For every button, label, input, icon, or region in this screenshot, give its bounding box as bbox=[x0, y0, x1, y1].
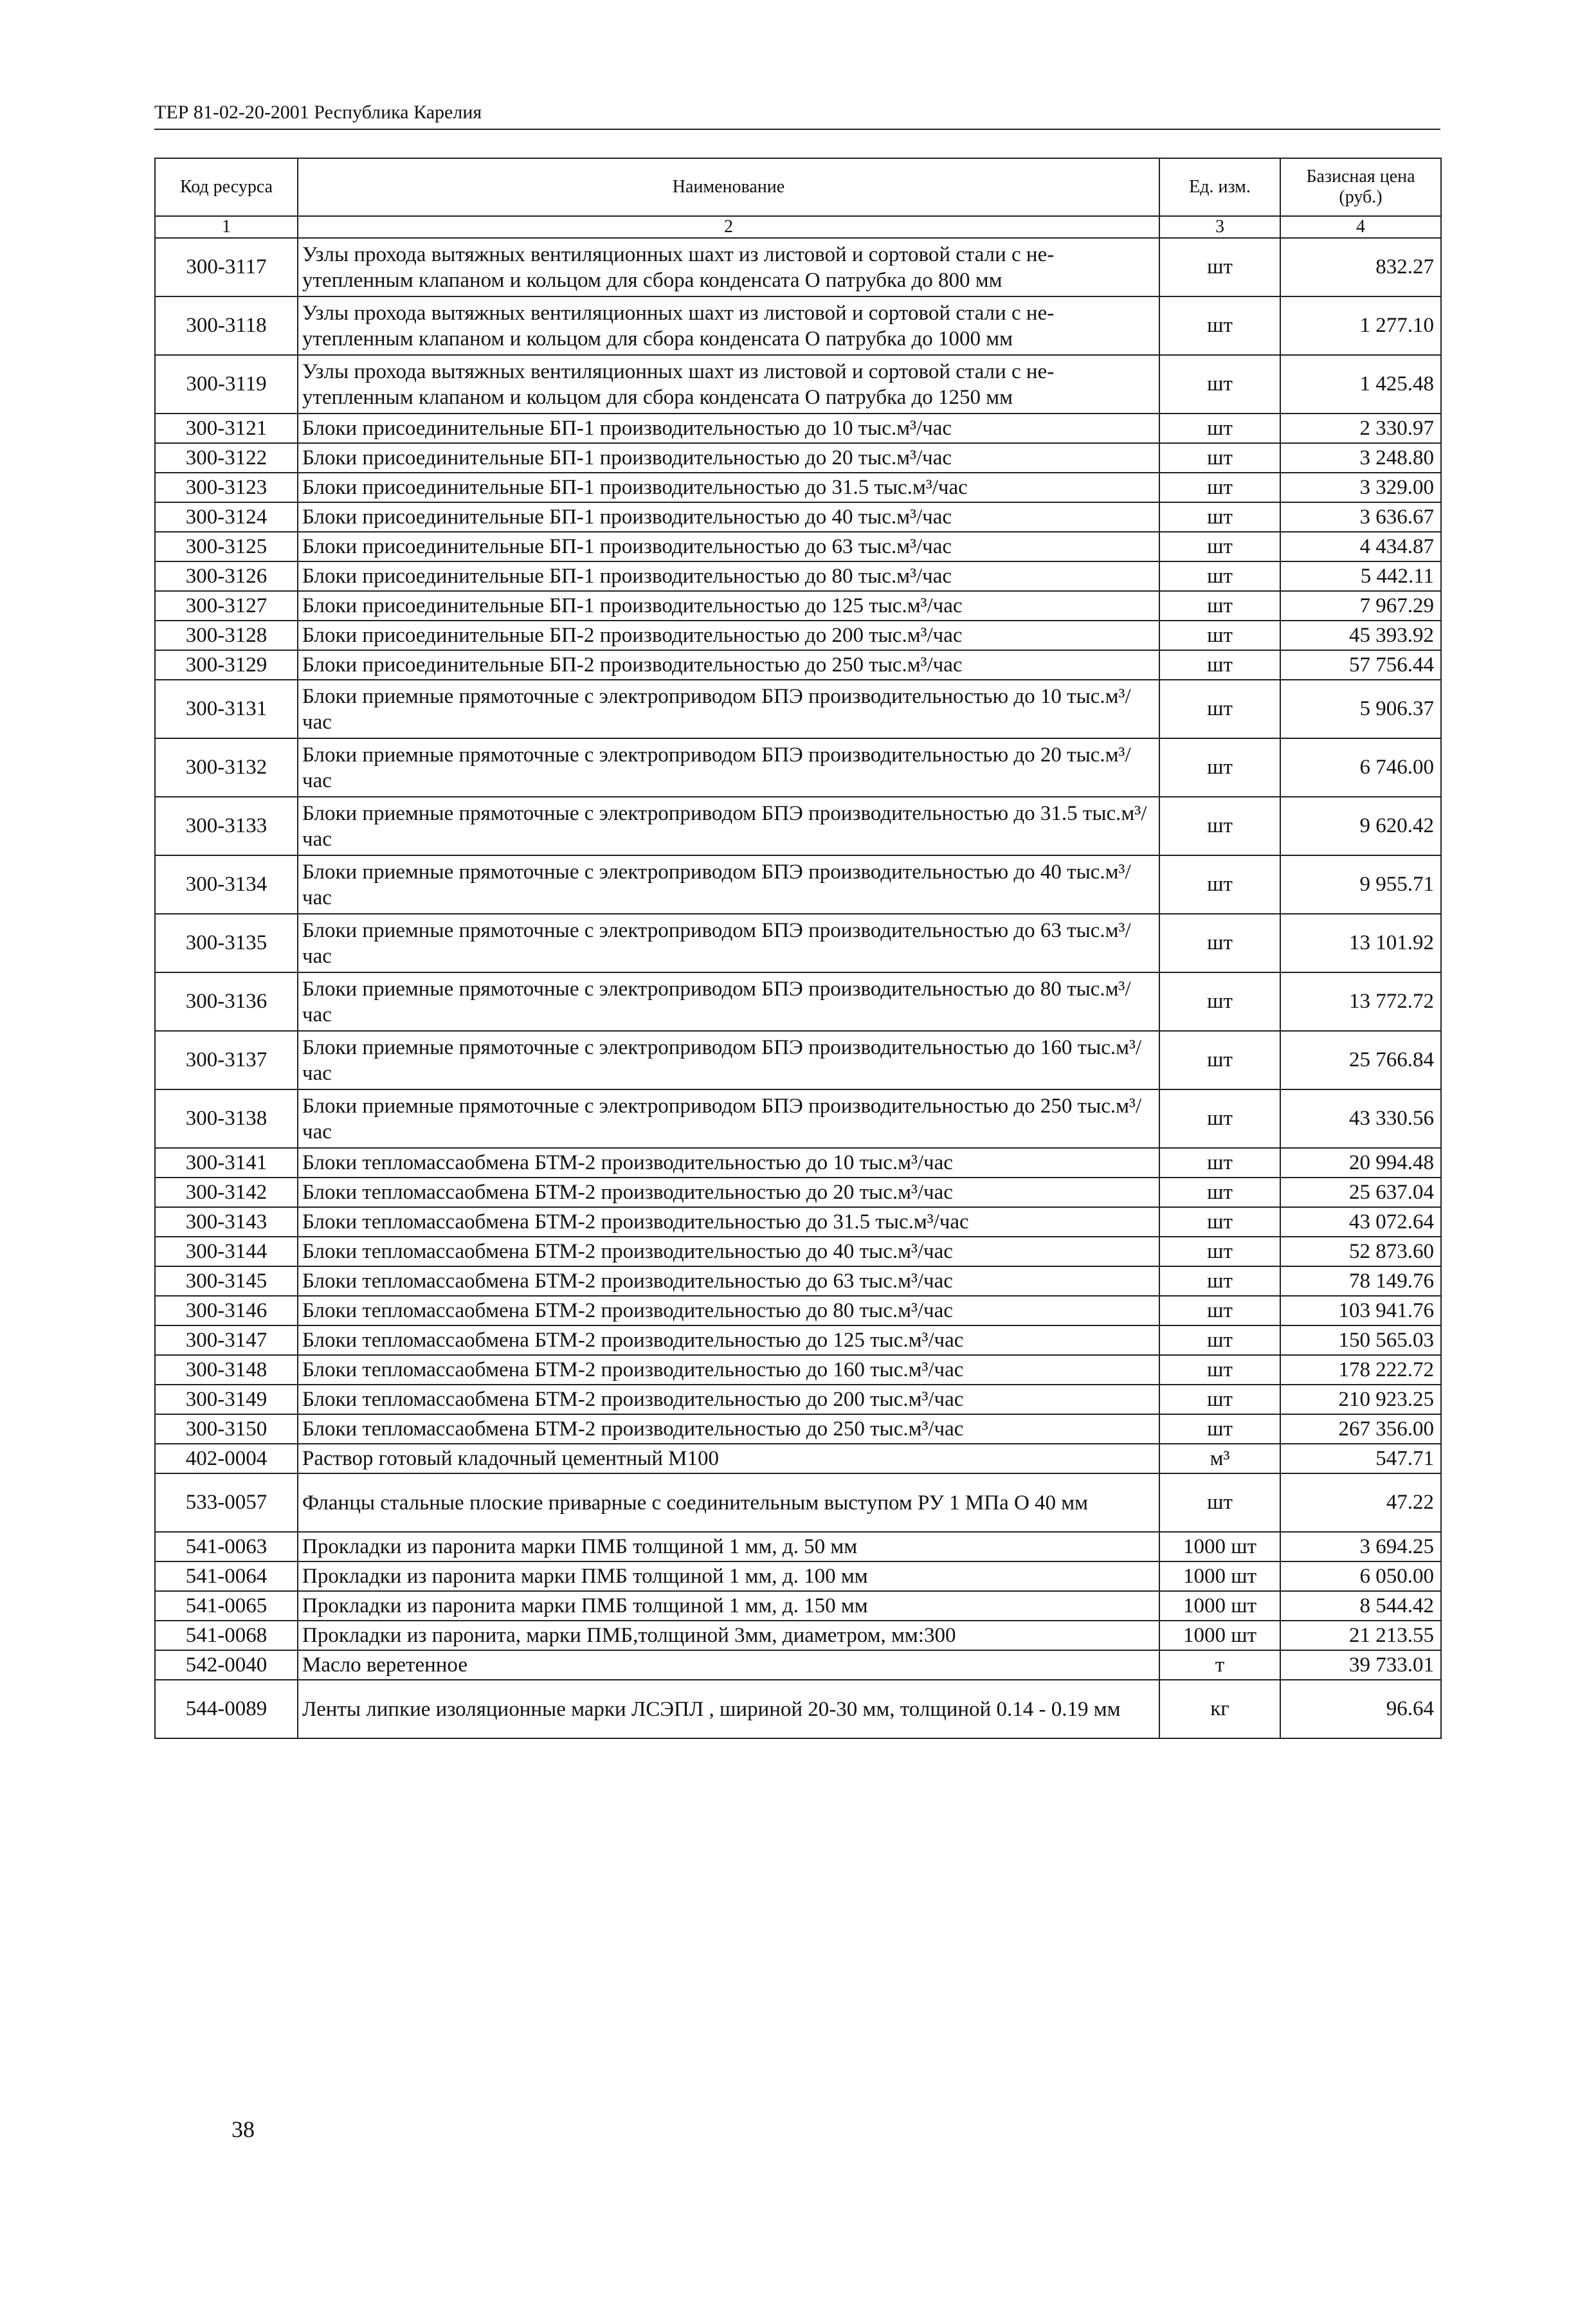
resource-name-cell: Масло веретенное bbox=[298, 1650, 1159, 1680]
resource-price-cell: 96.64 bbox=[1280, 1680, 1441, 1738]
resource-code-cell: 300-3129 bbox=[155, 650, 298, 680]
resource-unit-cell: шт bbox=[1159, 561, 1280, 591]
resource-unit-cell: шт bbox=[1159, 621, 1280, 650]
resource-name-cell: Блоки тепломассаобмена БТМ-2 производительностью до 40 тыс.м³/час bbox=[298, 1237, 1159, 1266]
table-row bbox=[155, 414, 1441, 443]
resource-name-cell: Блоки приемные прямоточные с электроприводом БПЭ производительностью до 31.5 тыс.м³/час bbox=[298, 797, 1159, 855]
table-row bbox=[155, 855, 1441, 914]
resource-code-cell: 300-3132 bbox=[155, 738, 298, 797]
resource-code-cell: 542-0040 bbox=[155, 1650, 298, 1680]
resource-price-cell: 9 955.71 bbox=[1280, 855, 1441, 914]
resource-name-cell: Блоки присоединительные БП-1 производительностью до 63 тыс.м³/час bbox=[298, 532, 1159, 561]
resource-name-cell: Прокладки из паронита марки ПМБ толщиной 1 мм, д. 50 мм bbox=[298, 1532, 1159, 1561]
table-row bbox=[155, 355, 1441, 414]
resource-name-cell: Узлы прохода вытяжных вентиляционных шахт из листовой и сортовой стали с не-утепленным клапаном и кольцом для сбора конденсата О патрубка до 800 мм bbox=[298, 238, 1159, 296]
table-row bbox=[155, 1178, 1441, 1207]
resource-code-cell: 300-3137 bbox=[155, 1031, 298, 1089]
resource-unit-cell: шт bbox=[1159, 238, 1280, 296]
resource-name-cell: Прокладки из паронита марки ПМБ толщиной 1 мм, д. 100 мм bbox=[298, 1561, 1159, 1591]
resource-code-cell: 300-3143 bbox=[155, 1207, 298, 1237]
resource-name-cell: Узлы прохода вытяжных вентиляционных шахт из листовой и сортовой стали с не-утепленным клапаном и кольцом для сбора конденсата О патрубка до 1250 мм bbox=[298, 355, 1159, 414]
resource-price-cell: 8 544.42 bbox=[1280, 1591, 1441, 1621]
resource-unit-cell: шт bbox=[1159, 1207, 1280, 1237]
resource-unit-cell: кг bbox=[1159, 1680, 1280, 1738]
resource-price-cell: 13 101.92 bbox=[1280, 914, 1441, 972]
table-row bbox=[155, 502, 1441, 532]
resource-code-cell: 541-0068 bbox=[155, 1621, 298, 1650]
resource-price-cell: 7 967.29 bbox=[1280, 591, 1441, 621]
resource-price-cell: 178 222.72 bbox=[1280, 1355, 1441, 1385]
resource-code-cell: 541-0065 bbox=[155, 1591, 298, 1621]
resource-code-cell: 300-3149 bbox=[155, 1385, 298, 1414]
table-row bbox=[155, 650, 1441, 680]
resource-unit-cell: шт bbox=[1159, 1325, 1280, 1355]
resource-code-cell: 541-0064 bbox=[155, 1561, 298, 1591]
table-row bbox=[155, 1207, 1441, 1237]
table-row bbox=[155, 1237, 1441, 1266]
resource-code-cell: 300-3126 bbox=[155, 561, 298, 591]
table-row bbox=[155, 621, 1441, 650]
resource-name-cell: Блоки тепломассаобмена БТМ-2 производительностью до 20 тыс.м³/час bbox=[298, 1178, 1159, 1207]
column-header-code: Код ресурса bbox=[155, 158, 298, 216]
resource-unit-cell: 1000 шт bbox=[1159, 1621, 1280, 1650]
resource-unit-cell: шт bbox=[1159, 502, 1280, 532]
resource-price-cell: 39 733.01 bbox=[1280, 1650, 1441, 1680]
resource-name-cell: Блоки тепломассаобмена БТМ-2 производительностью до 80 тыс.м³/час bbox=[298, 1296, 1159, 1325]
table-row bbox=[155, 1296, 1441, 1325]
resource-name-cell: Раствор готовый кладочный цементный М100 bbox=[298, 1444, 1159, 1473]
resource-price-cell: 13 772.72 bbox=[1280, 972, 1441, 1031]
resource-code-cell: 300-3123 bbox=[155, 473, 298, 502]
table-row bbox=[155, 1031, 1441, 1089]
resource-unit-cell: шт bbox=[1159, 680, 1280, 738]
resource-unit-cell: шт bbox=[1159, 738, 1280, 797]
table-row bbox=[155, 1266, 1441, 1296]
page-header-title: ТЕР 81-02-20-2001 Республика Карелия bbox=[154, 102, 482, 123]
resource-name-cell: Прокладки из паронита марки ПМБ толщиной 1 мм, д. 150 мм bbox=[298, 1591, 1159, 1621]
resource-unit-cell: шт bbox=[1159, 1266, 1280, 1296]
resource-code-cell: 300-3124 bbox=[155, 502, 298, 532]
resource-code-cell: 300-3148 bbox=[155, 1355, 298, 1385]
resource-code-cell: 300-3138 bbox=[155, 1089, 298, 1148]
resource-price-cell: 43 072.64 bbox=[1280, 1207, 1441, 1237]
table-header-row bbox=[155, 158, 1441, 216]
resource-code-cell: 300-3121 bbox=[155, 414, 298, 443]
resource-price-cell: 9 620.42 bbox=[1280, 797, 1441, 855]
table-row bbox=[155, 1621, 1441, 1650]
resource-unit-cell: шт bbox=[1159, 797, 1280, 855]
resource-unit-cell: шт bbox=[1159, 1237, 1280, 1266]
resource-name-cell: Блоки присоединительные БП-1 производительностью до 40 тыс.м³/час bbox=[298, 502, 1159, 532]
column-number: 1 bbox=[155, 216, 298, 238]
resource-price-cell: 78 149.76 bbox=[1280, 1266, 1441, 1296]
table-row bbox=[155, 591, 1441, 621]
resource-name-cell: Блоки присоединительные БП-1 производительностью до 31.5 тыс.м³/час bbox=[298, 473, 1159, 502]
resource-unit-cell: шт bbox=[1159, 1473, 1280, 1532]
resource-price-cell: 547.71 bbox=[1280, 1444, 1441, 1473]
column-number-row bbox=[155, 216, 1441, 238]
table-row bbox=[155, 532, 1441, 561]
resource-name-cell: Блоки тепломассаобмена БТМ-2 производительностью до 63 тыс.м³/час bbox=[298, 1266, 1159, 1296]
table-row bbox=[155, 1561, 1441, 1591]
resource-unit-cell: шт bbox=[1159, 1385, 1280, 1414]
resource-price-cell: 267 356.00 bbox=[1280, 1414, 1441, 1444]
table-row bbox=[155, 443, 1441, 473]
resource-price-cell: 4 434.87 bbox=[1280, 532, 1441, 561]
table-row bbox=[155, 561, 1441, 591]
resource-price-cell: 57 756.44 bbox=[1280, 650, 1441, 680]
resource-code-cell: 300-3125 bbox=[155, 532, 298, 561]
table-row bbox=[155, 1444, 1441, 1473]
resource-unit-cell: шт bbox=[1159, 650, 1280, 680]
resource-unit-cell: шт bbox=[1159, 855, 1280, 914]
resource-price-cell: 3 636.67 bbox=[1280, 502, 1441, 532]
resource-unit-cell: шт bbox=[1159, 1089, 1280, 1148]
resource-price-cell: 3 329.00 bbox=[1280, 473, 1441, 502]
resource-name-cell: Блоки тепломассаобмена БТМ-2 производительностью до 250 тыс.м³/час bbox=[298, 1414, 1159, 1444]
resource-name-cell: Блоки тепломассаобмена БТМ-2 производительностью до 200 тыс.м³/час bbox=[298, 1385, 1159, 1414]
resource-name-cell: Блоки присоединительные БП-1 производительностью до 10 тыс.м³/час bbox=[298, 414, 1159, 443]
resource-unit-cell: шт bbox=[1159, 355, 1280, 414]
resource-unit-cell: шт bbox=[1159, 532, 1280, 561]
resource-unit-cell: шт bbox=[1159, 1296, 1280, 1325]
header-divider bbox=[154, 129, 1440, 130]
resource-price-cell: 25 766.84 bbox=[1280, 1031, 1441, 1089]
resource-code-cell: 300-3122 bbox=[155, 443, 298, 473]
resource-unit-cell: шт bbox=[1159, 443, 1280, 473]
resource-price-cell: 20 994.48 bbox=[1280, 1148, 1441, 1178]
table-row bbox=[155, 473, 1441, 502]
resource-unit-cell: шт bbox=[1159, 972, 1280, 1031]
resource-name-cell: Блоки присоединительные БП-2 производительностью до 250 тыс.м³/час bbox=[298, 650, 1159, 680]
resource-code-cell: 300-3117 bbox=[155, 238, 298, 296]
resource-name-cell: Прокладки из паронита, марки ПМБ,толщиной 3мм, диаметром, мм:300 bbox=[298, 1621, 1159, 1650]
table-row bbox=[155, 972, 1441, 1031]
table-row bbox=[155, 738, 1441, 797]
resource-name-cell: Блоки приемные прямоточные с электроприводом БПЭ производительностью до 250 тыс.м³/час bbox=[298, 1089, 1159, 1148]
resource-price-cell: 6 050.00 bbox=[1280, 1561, 1441, 1591]
resource-name-cell: Блоки приемные прямоточные с электроприводом БПЭ производительностью до 80 тыс.м³/час bbox=[298, 972, 1159, 1031]
resource-unit-cell: 1000 шт bbox=[1159, 1532, 1280, 1561]
resource-name-cell: Блоки тепломассаобмена БТМ-2 производительностью до 160 тыс.м³/час bbox=[298, 1355, 1159, 1385]
resource-unit-cell: 1000 шт bbox=[1159, 1561, 1280, 1591]
resource-name-cell: Блоки приемные прямоточные с электроприводом БПЭ производительностью до 20 тыс.м³/час bbox=[298, 738, 1159, 797]
resource-price-cell: 25 637.04 bbox=[1280, 1178, 1441, 1207]
column-number: 2 bbox=[298, 216, 1159, 238]
resource-name-cell: Блоки тепломассаобмена БТМ-2 производительностью до 10 тыс.м³/час bbox=[298, 1148, 1159, 1178]
table-row bbox=[155, 914, 1441, 972]
resource-name-cell: Ленты липкие изоляционные марки ЛСЭПЛ , шириной 20-30 мм, толщиной 0.14 - 0.19 мм bbox=[298, 1680, 1159, 1738]
resource-unit-cell: шт bbox=[1159, 1178, 1280, 1207]
table-row bbox=[155, 1148, 1441, 1178]
table-row bbox=[155, 680, 1441, 738]
column-number: 4 bbox=[1280, 216, 1441, 238]
column-header-unit: Ед. изм. bbox=[1159, 158, 1280, 216]
resource-code-cell: 544-0089 bbox=[155, 1680, 298, 1738]
resource-name-cell: Блоки приемные прямоточные с электроприводом БПЭ производительностью до 160 тыс.м³/час bbox=[298, 1031, 1159, 1089]
resource-name-cell: Блоки присоединительные БП-2 производительностью до 200 тыс.м³/час bbox=[298, 621, 1159, 650]
resource-code-cell: 300-3128 bbox=[155, 621, 298, 650]
resource-code-cell: 300-3127 bbox=[155, 591, 298, 621]
resource-unit-cell: шт bbox=[1159, 591, 1280, 621]
resource-unit-cell: шт bbox=[1159, 1148, 1280, 1178]
table-row bbox=[155, 1414, 1441, 1444]
resource-name-cell: Фланцы стальные плоские приварные с соединительным выступом РУ 1 МПа О 40 мм bbox=[298, 1473, 1159, 1532]
table-row bbox=[155, 797, 1441, 855]
resource-unit-cell: шт bbox=[1159, 296, 1280, 355]
column-header-price: Базисная цена (руб.) bbox=[1280, 158, 1441, 216]
resource-price-cell: 5 442.11 bbox=[1280, 561, 1441, 591]
resource-price-cell: 1 277.10 bbox=[1280, 296, 1441, 355]
resource-price-cell: 1 425.48 bbox=[1280, 355, 1441, 414]
resource-unit-cell: шт bbox=[1159, 1031, 1280, 1089]
resource-unit-cell: т bbox=[1159, 1650, 1280, 1680]
resource-price-cell: 150 565.03 bbox=[1280, 1325, 1441, 1355]
resource-price-cell: 45 393.92 bbox=[1280, 621, 1441, 650]
resource-name-cell: Блоки приемные прямоточные с электроприводом БПЭ производительностью до 40 тыс.м³/час bbox=[298, 855, 1159, 914]
column-number: 3 bbox=[1159, 216, 1280, 238]
resource-unit-cell: шт bbox=[1159, 914, 1280, 972]
resource-unit-cell: 1000 шт bbox=[1159, 1591, 1280, 1621]
resource-code-cell: 300-3150 bbox=[155, 1414, 298, 1444]
resource-code-cell: 300-3145 bbox=[155, 1266, 298, 1296]
resource-code-cell: 300-3131 bbox=[155, 680, 298, 738]
resource-price-cell: 52 873.60 bbox=[1280, 1237, 1441, 1266]
resource-code-cell: 300-3135 bbox=[155, 914, 298, 972]
resource-price-cell: 21 213.55 bbox=[1280, 1621, 1441, 1650]
table-row bbox=[155, 1355, 1441, 1385]
resource-price-table bbox=[154, 158, 1442, 1739]
table-row bbox=[155, 1532, 1441, 1561]
resource-code-cell: 300-3136 bbox=[155, 972, 298, 1031]
resource-code-cell: 300-3142 bbox=[155, 1178, 298, 1207]
resource-price-cell: 2 330.97 bbox=[1280, 414, 1441, 443]
table-row bbox=[155, 238, 1441, 296]
resource-unit-cell: шт bbox=[1159, 473, 1280, 502]
resource-unit-cell: шт bbox=[1159, 1414, 1280, 1444]
resource-name-cell: Блоки тепломассаобмена БТМ-2 производительностью до 31.5 тыс.м³/час bbox=[298, 1207, 1159, 1237]
resource-code-cell: 300-3146 bbox=[155, 1296, 298, 1325]
column-header-name: Наименование bbox=[298, 158, 1159, 216]
resource-name-cell: Блоки тепломассаобмена БТМ-2 производительностью до 125 тыс.м³/час bbox=[298, 1325, 1159, 1355]
table-row bbox=[155, 1325, 1441, 1355]
resource-code-cell: 533-0057 bbox=[155, 1473, 298, 1532]
resource-code-cell: 402-0004 bbox=[155, 1444, 298, 1473]
resource-unit-cell: шт bbox=[1159, 414, 1280, 443]
resource-code-cell: 541-0063 bbox=[155, 1532, 298, 1561]
resource-unit-cell: м³ bbox=[1159, 1444, 1280, 1473]
resource-price-cell: 47.22 bbox=[1280, 1473, 1441, 1532]
resource-name-cell: Блоки присоединительные БП-1 производительностью до 125 тыс.м³/час bbox=[298, 591, 1159, 621]
table-row bbox=[155, 1385, 1441, 1414]
resource-code-cell: 300-3118 bbox=[155, 296, 298, 355]
table-row bbox=[155, 1089, 1441, 1148]
resource-name-cell: Узлы прохода вытяжных вентиляционных шахт из листовой и сортовой стали с не-утепленным клапаном и кольцом для сбора конденсата О патрубка до 1000 мм bbox=[298, 296, 1159, 355]
resource-name-cell: Блоки присоединительные БП-1 производительностью до 80 тыс.м³/час bbox=[298, 561, 1159, 591]
table-row bbox=[155, 1591, 1441, 1621]
resource-price-cell: 6 746.00 bbox=[1280, 738, 1441, 797]
table-row bbox=[155, 1473, 1441, 1532]
resource-price-cell: 3 248.80 bbox=[1280, 443, 1441, 473]
resource-price-cell: 5 906.37 bbox=[1280, 680, 1441, 738]
page-number: 38 bbox=[231, 2116, 255, 2142]
resource-name-cell: Блоки приемные прямоточные с электроприводом БПЭ производительностью до 10 тыс.м³/час bbox=[298, 680, 1159, 738]
resource-price-cell: 210 923.25 bbox=[1280, 1385, 1441, 1414]
resource-code-cell: 300-3133 bbox=[155, 797, 298, 855]
resource-code-cell: 300-3144 bbox=[155, 1237, 298, 1266]
resource-price-cell: 43 330.56 bbox=[1280, 1089, 1441, 1148]
table-row bbox=[155, 296, 1441, 355]
resource-code-cell: 300-3134 bbox=[155, 855, 298, 914]
resource-name-cell: Блоки приемные прямоточные с электроприводом БПЭ производительностью до 63 тыс.м³/час bbox=[298, 914, 1159, 972]
resource-code-cell: 300-3119 bbox=[155, 355, 298, 414]
resource-code-cell: 300-3141 bbox=[155, 1148, 298, 1178]
resource-unit-cell: шт bbox=[1159, 1355, 1280, 1385]
table-row bbox=[155, 1680, 1441, 1738]
resource-price-cell: 103 941.76 bbox=[1280, 1296, 1441, 1325]
resource-code-cell: 300-3147 bbox=[155, 1325, 298, 1355]
table-row bbox=[155, 1650, 1441, 1680]
resource-price-cell: 3 694.25 bbox=[1280, 1532, 1441, 1561]
resource-price-cell: 832.27 bbox=[1280, 238, 1441, 296]
resource-name-cell: Блоки присоединительные БП-1 производительностью до 20 тыс.м³/час bbox=[298, 443, 1159, 473]
